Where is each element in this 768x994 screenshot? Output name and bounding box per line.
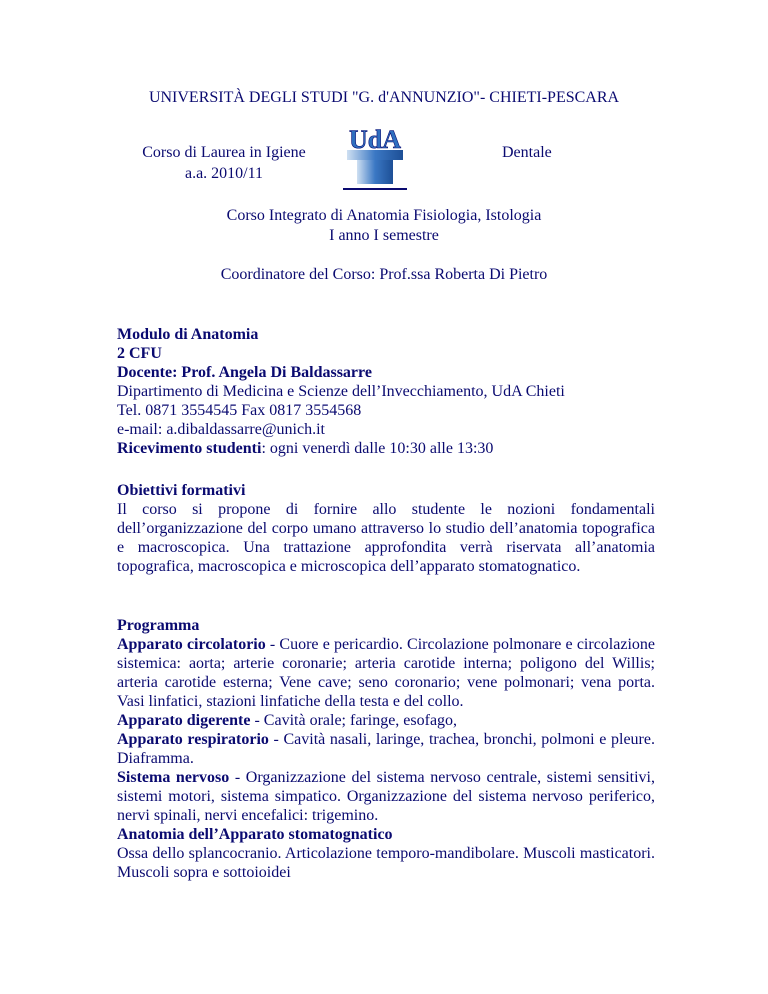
module-title: Modulo di Anatomia — [117, 326, 259, 343]
module-email: e-mail: a.dibaldassarre@unich.it — [117, 421, 325, 438]
program-item-digestive: Apparato digerente - Cavità orale; faringe, esofago, — [117, 712, 458, 729]
program-section — [117, 616, 655, 882]
program-item-respiratory: Apparato respiratorio - Cavità nasali, laringe, trachea, bronchi, polmoni e pleure. Diaframma. — [117, 731, 655, 767]
integrated-course-title: Corso Integrato di Anatomia Fisiologia, Istologia — [226, 207, 542, 224]
logo-text: UdA — [348, 125, 402, 154]
program-closing-text: Ossa dello splancocranio. Articolazione temporo-mandibolare. Muscoli masticatori. Muscoli sopra e sottoioidei — [117, 845, 655, 881]
module-department: Dipartimento di Medicina e Scienze dell’Invecchiamento, UdA Chieti — [117, 383, 565, 400]
academic-year-label: a.a. 2010/11 — [184, 165, 264, 182]
program-heading: Programma — [117, 617, 200, 634]
university-title: UNIVERSITÀ DEGLI STUDI "G. d'ANNUNZIO"- CHIETI-PESCARA — [148, 89, 620, 106]
course-coordinator: Coordinatore del Corso: Prof.ssa Roberta Di Pietro — [220, 266, 548, 283]
program-item-stomatognathic: Anatomia dell’Apparato stomatognatico — [117, 826, 393, 843]
course-degree-suffix: Dentale — [502, 144, 552, 161]
module-cfu: 2 CFU — [117, 345, 162, 362]
course-degree-label: Corso di Laurea in Igiene — [142, 144, 306, 161]
objectives-text: Il corso si propone di fornire allo studente le nozioni fondamentali dell’organizzazione del corpo umano attraverso lo studio dell’anatomia topografica e macroscopica. Una trattazione approfondita verrà riservata all’anatomia topografica, macroscopica e microscopica dell’apparato stomatognatico. — [117, 501, 655, 575]
year-semester: I anno I semestre — [329, 227, 439, 244]
program-item-nervous: Sistema nervoso - Organizzazione del sistema nervoso centrale, sistemi sensitivi, sistemi motori, sistema simpatico. Organizzazione del sistema nervoso periferico, nervi spinali, nervi encefalici: trigemino. — [117, 769, 655, 824]
uda-logo-icon — [339, 124, 411, 194]
module-teacher: Docente: Prof. Angela Di Baldassarre — [117, 364, 372, 381]
module-office-hours: Ricevimento studenti: ogni venerdì dalle 10:30 alle 13:30 — [117, 440, 494, 457]
program-item-circulatory: Apparato circolatorio - Cuore e pericardio. Circolazione polmonare e circolazione sistemica: aorta; arterie coronarie; arteria carotide interna; poligono del Willis; arteria carotide esterna; Vene cave; seno coronario; vene polmonari; vena porta. Vasi linfatici, stazioni linfatiche della testa e del collo. — [117, 636, 656, 710]
objectives-heading: Obiettivi formativi — [117, 482, 246, 499]
module-info — [117, 325, 655, 458]
uda-logo — [339, 124, 411, 194]
objectives-section — [117, 481, 655, 576]
module-phone: Tel. 0871 3554545 Fax 0817 3554568 — [117, 402, 362, 419]
